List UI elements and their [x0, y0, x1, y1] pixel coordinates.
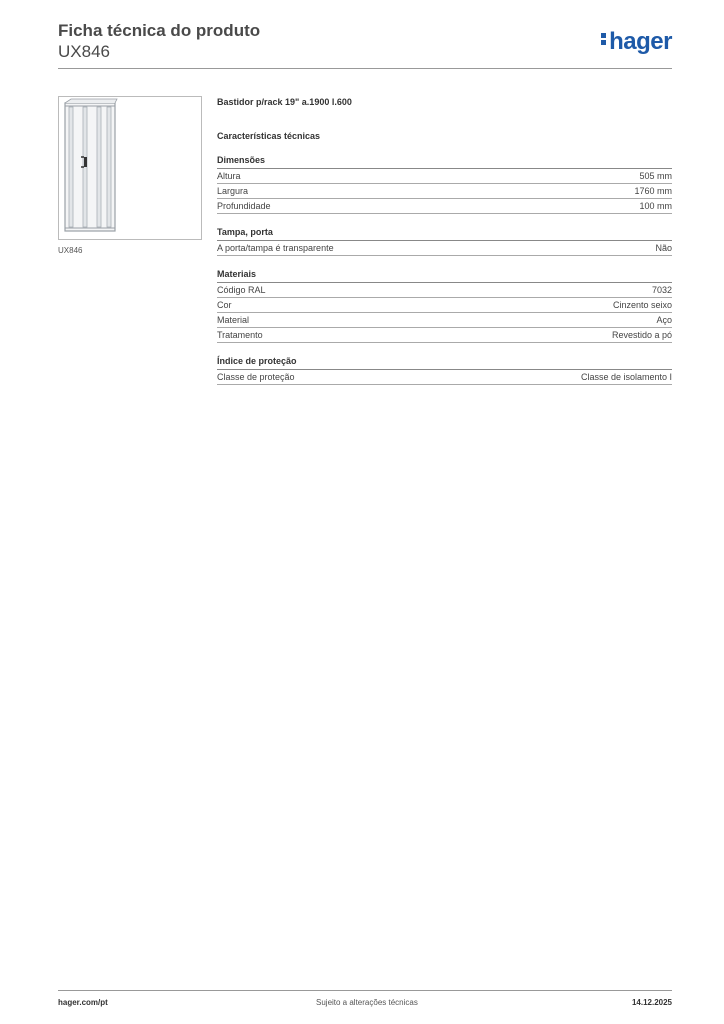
logo-dots-icon	[601, 31, 607, 47]
footer-date: 14.12.2025	[631, 998, 672, 1007]
spec-group-materials	[217, 268, 672, 343]
spec-label: Tratamento	[217, 330, 263, 340]
page-title: Ficha técnica do produto	[58, 21, 261, 40]
spec-value: Não	[655, 243, 672, 253]
logo-text: hager	[609, 28, 672, 55]
spec-value: Cinzento seixo	[612, 300, 672, 310]
spec-row	[217, 298, 672, 313]
spec-row	[217, 328, 672, 343]
spec-row	[217, 370, 672, 385]
document-header	[58, 20, 260, 62]
spec-label: A porta/tampa é transparente	[217, 243, 334, 253]
section-title: Características técnicas	[217, 131, 321, 141]
spec-value: 100 mm	[639, 201, 672, 211]
spec-value: Revestido a pó	[611, 330, 672, 340]
spec-value: 7032	[651, 285, 672, 295]
group-title: Dimensões	[217, 154, 672, 169]
spec-row	[217, 199, 672, 214]
spec-row	[217, 241, 672, 256]
group-title: Tampa, porta	[217, 226, 672, 241]
spec-value: 505 mm	[639, 171, 672, 181]
image-caption: UX846	[58, 246, 83, 255]
spec-label: Código RAL	[217, 285, 266, 295]
spec-label: Profundidade	[217, 201, 271, 211]
footer-divider	[58, 990, 672, 991]
spec-label: Largura	[217, 186, 249, 196]
header-divider	[58, 68, 672, 69]
product-reference: UX846	[58, 42, 110, 61]
footer-website-link[interactable]: hager.com/pt	[58, 998, 108, 1007]
spec-value: Classe de isolamento I	[580, 372, 672, 382]
group-title: Índice de proteção	[217, 355, 672, 370]
rack-cabinet-image	[59, 97, 201, 239]
spec-label: Altura	[217, 171, 241, 181]
spec-row	[217, 184, 672, 199]
spec-group-door	[217, 226, 672, 256]
spec-row	[217, 169, 672, 184]
spec-content	[217, 96, 672, 385]
spec-label: Classe de proteção	[217, 372, 295, 382]
spec-row	[217, 283, 672, 298]
product-image	[58, 96, 202, 240]
spec-group-dimensions	[217, 154, 672, 214]
spec-value: Aço	[656, 315, 672, 325]
spec-label: Cor	[217, 300, 232, 310]
spec-label: Material	[217, 315, 250, 325]
group-title: Materiais	[217, 268, 672, 283]
footer-note: Sujeito a alterações técnicas	[316, 998, 418, 1007]
product-name: Bastidor p/rack 19" a.1900 l.600	[217, 97, 352, 107]
spec-row	[217, 313, 672, 328]
hager-logo	[601, 28, 672, 56]
spec-group-protection	[217, 355, 672, 385]
spec-value: 1760 mm	[634, 186, 672, 196]
